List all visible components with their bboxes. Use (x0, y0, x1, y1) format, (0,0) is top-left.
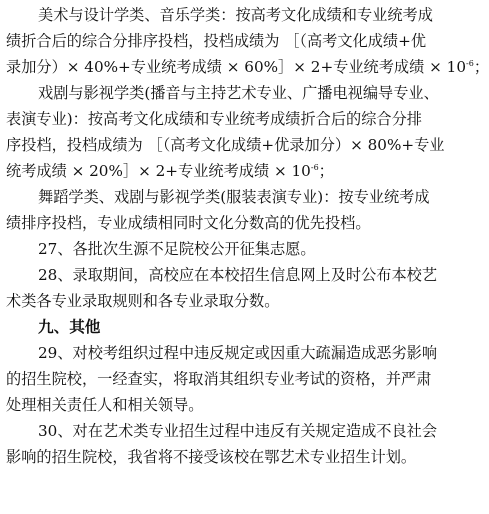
formula-exponent: -6 (466, 59, 474, 68)
paragraph-drama-line-1: 戏剧与影视学类(播音与主持艺术专业、广播电视编导专业、 (38, 84, 439, 102)
formula-text: 录加分）× 40%+专业统考成绩 × 60%］× 2+专业统考成绩 × 10 (6, 58, 467, 76)
paragraph-drama-line-4 (6, 158, 476, 184)
paragraph-dance-line-2: 绩排序投档，专业成绩相同时文化分数高的优先投档。 (6, 214, 371, 232)
paragraph-music-art-line-3 (6, 54, 489, 80)
paragraph-drama-line-2: 表演专业)：按高考文化成绩和专业统考成绩折合后的综合分排 (6, 110, 422, 128)
formula-text: 统考成绩 × 20%］× 2+专业统考成绩 × 10 (6, 162, 311, 180)
item-28-line-2: 术类各专业录取规则和各专业录取分数。 (6, 292, 280, 310)
item-27-text: 27、各批次生源不足院校公开征集志愿。 (38, 240, 316, 258)
formula-tail: ； (318, 162, 334, 180)
paragraph-dance-line-1: 舞蹈学类、戏剧与影视学类(服装表演专业)：按专业统考成 (38, 188, 430, 206)
section-heading-other: 九、其他 (38, 318, 101, 336)
item-29-line-1: 29、对校考组织过程中违反规定或因重大疏漏造成恶劣影响 (38, 344, 438, 362)
paragraph-music-art-line-1: 美术与设计学类、音乐学类：按高考文化成绩和专业统考成 (38, 6, 433, 24)
paragraph-music-art-line-2: 绩折合后的综合分排序投档，投档成绩为 ［（高考文化成绩+优 (6, 32, 427, 50)
item-29-line-3: 处理相关责任人和相关领导。 (6, 396, 204, 414)
item-28-line-1: 28、录取期间，高校应在本校招生信息网上及时公布本校艺 (38, 266, 438, 284)
item-30-line-1: 30、对在艺术类专业招生过程中违反有关规定造成不良社会 (38, 422, 438, 440)
paragraph-drama-line-3: 序投档，投档成绩为 ［（高考文化成绩+优录加分）× 80%+专业 (6, 136, 445, 154)
item-30-line-2: 影响的招生院校，我省将不接受该校在鄂艺术专业招生计划。 (6, 448, 417, 466)
formula-exponent: -6 (310, 163, 319, 172)
item-29-line-2: 的招生院校，一经查实，将取消其组织专业考试的资格，并严肃 (6, 370, 432, 388)
formula-tail: ； (473, 58, 489, 76)
